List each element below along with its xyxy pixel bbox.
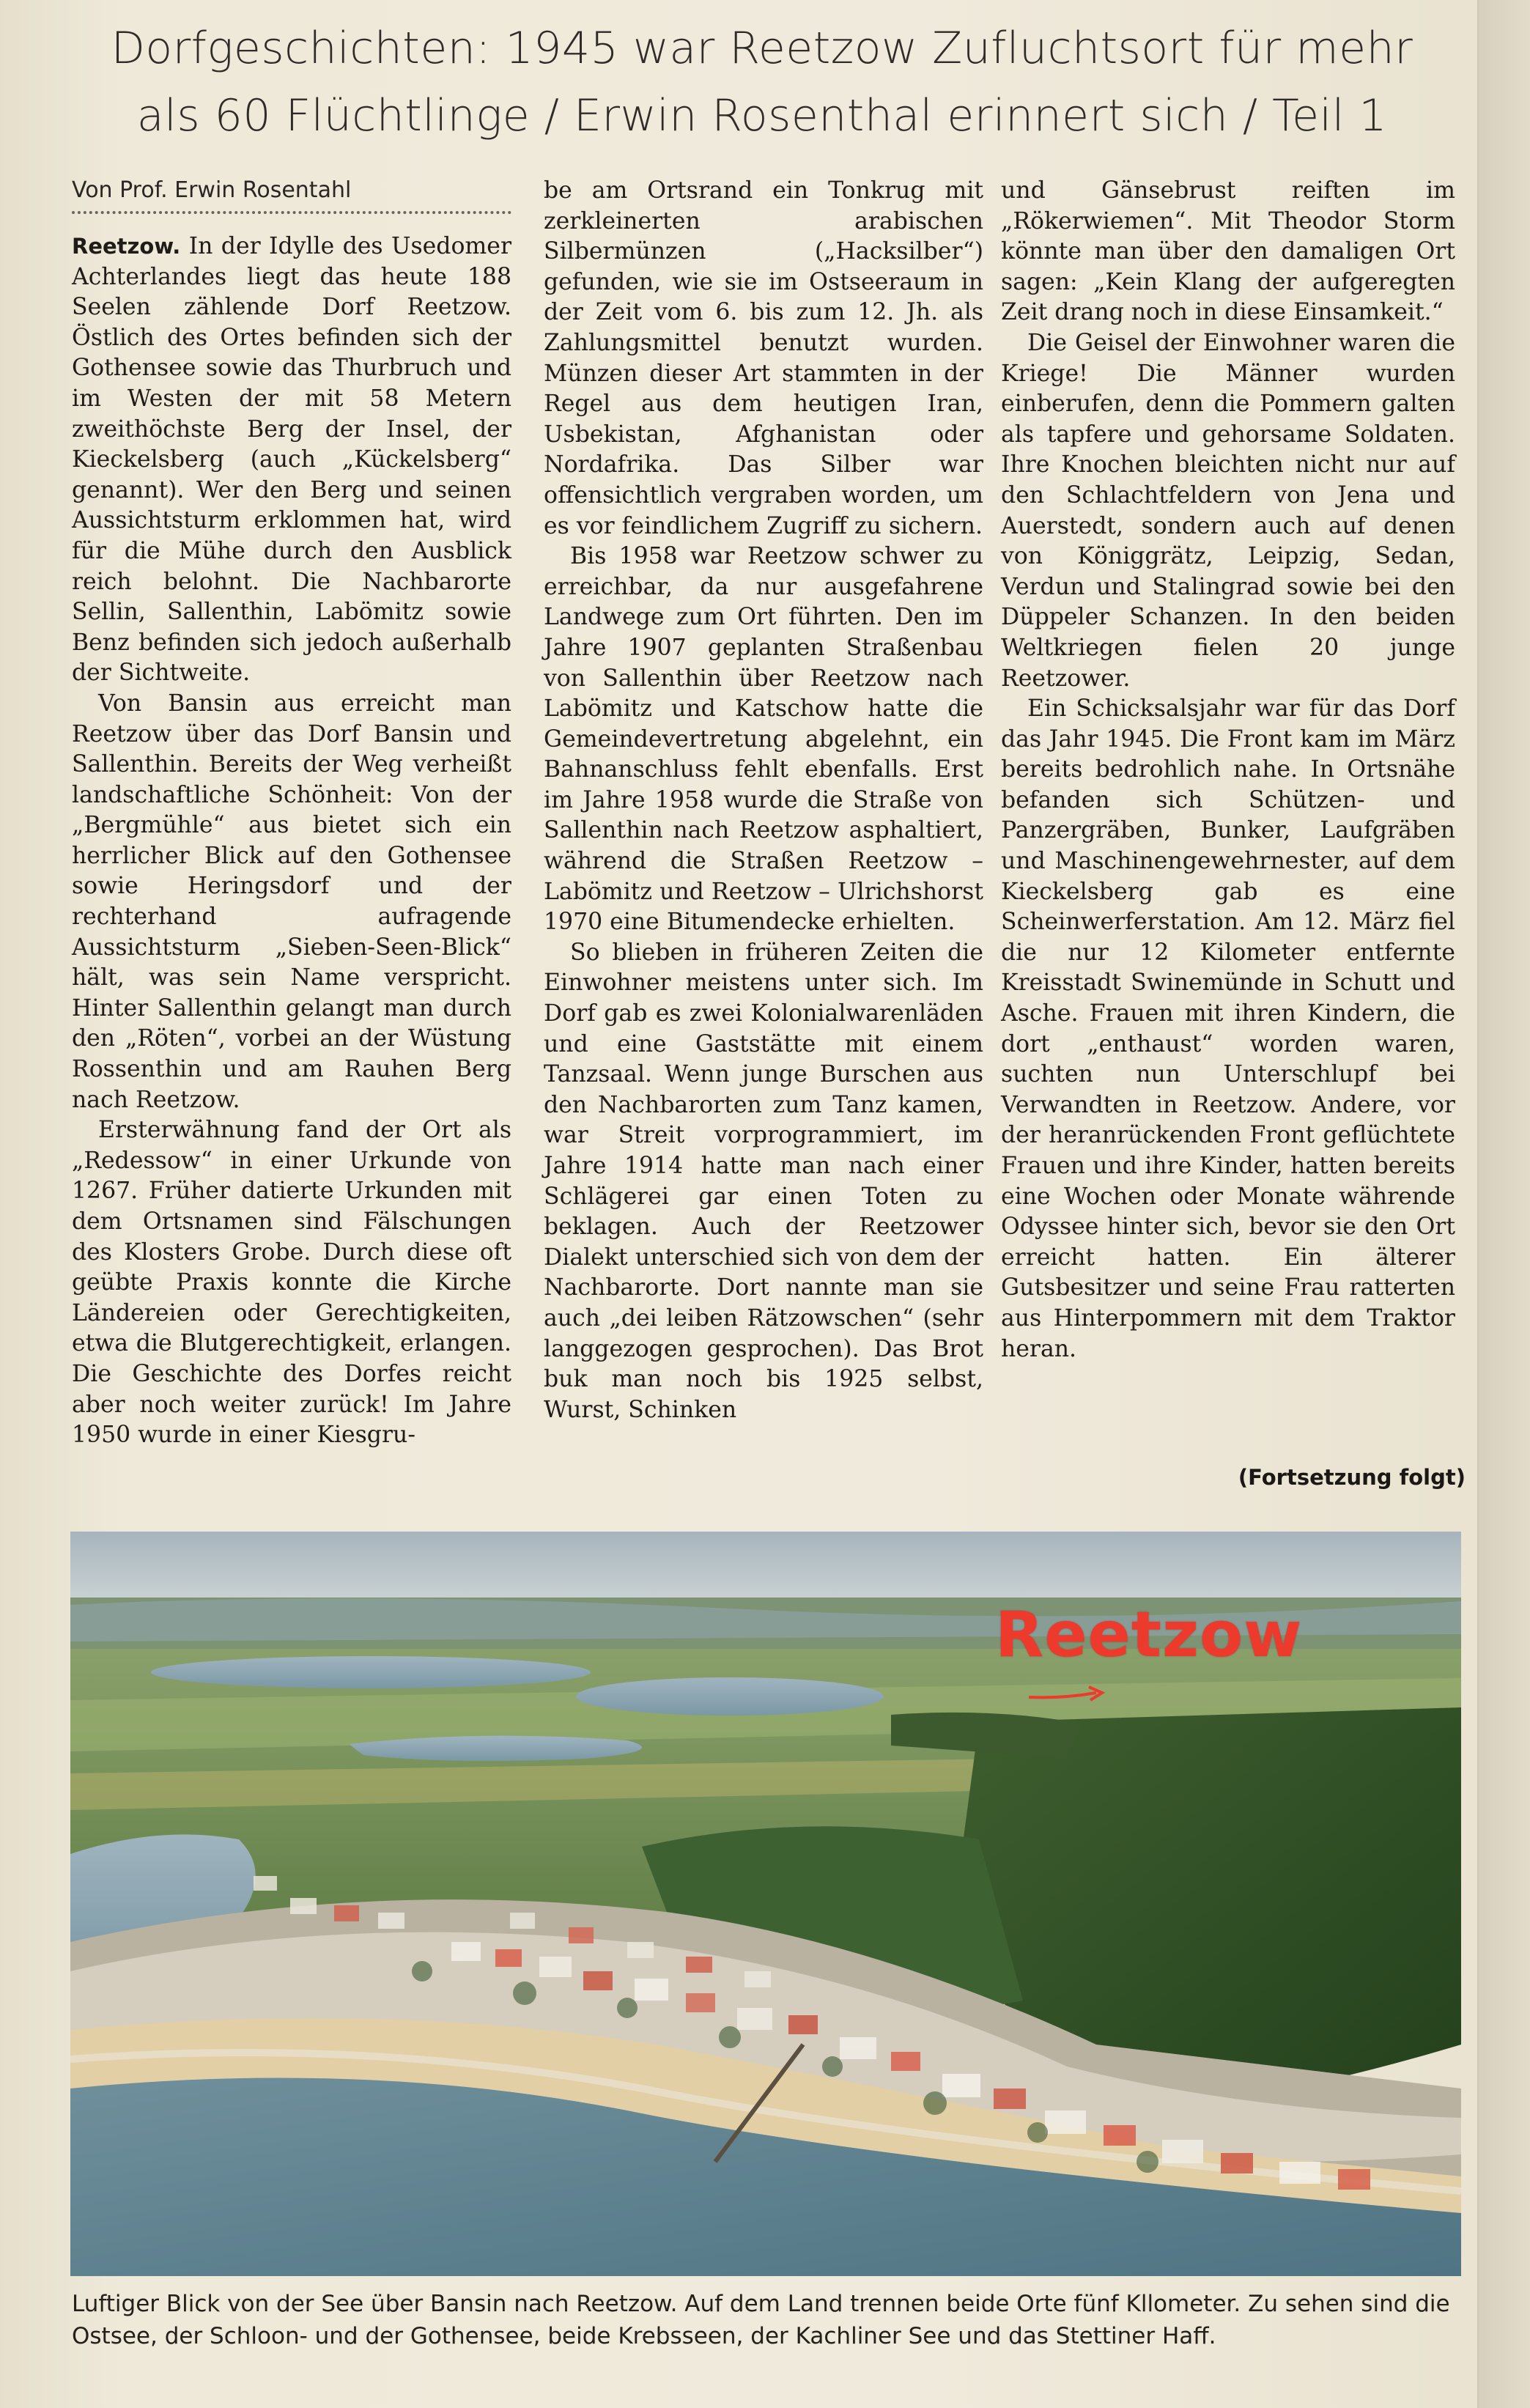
arrow-right-icon — [1026, 1684, 1106, 1703]
article-column-1 — [72, 232, 511, 1451]
byline: Von Prof. Erwin Rosentahl — [72, 176, 511, 214]
dateline: Reetzow. — [72, 234, 181, 259]
paragraph: Die Geisel der Einwohner waren die Kriege! Die Männer wurden einberufen, denn die Pommern galten als tapfere und gehorsame Soldaten. Ihre Knochen bleichten nicht nur auf den Schlachtfeldern von Jena und Auerstedt, sondern auch auf denen von Königgrätz, Leipzig, Sedan, Verdun und Stalingrad sowie bei den Düppeler Schanzen. In den beiden Weltkriegen fielen 20 junge Reetzower. — [1001, 329, 1455, 692]
paragraph-text: In der Idylle des Usedomer Achterlandes liegt das heute 188 Seelen zählende Dorf Reetzow. Östlich des Ortes befinden sich der Gothensee sowie das Thurbruch und im Westen der mit 58 Metern zweithöchste Berg der Insel, der Kieckelsberg (auch „Kückelsberg“ genannt). Wer den Berg und seinen Aussichtsturm erklommen hat, wird für die Mühe durch den Ausblick reich belohnt. Die Nachbarorte Sellin, Sallenthin, Labömitz sowie Benz befinden sich jedoch außerhalb der Sichtweite. — [72, 233, 512, 687]
article-column-2 — [544, 176, 983, 1425]
photo-caption: Luftiger Blick von der See über Bansin nach Reetzow. Auf dem Land trennen beide Orte fünf Kllometer. Zu sehen sind die Ostsee, der Schloon- und der Gothensee, beide Krebsseen, der Kachliner See und das Stettiner Haff. — [72, 2291, 1450, 2349]
paragraph: Ersterwähnung fand der Ort als „Redessow“ in einer Urkunde von 1267. Früher datierte Urkunden mit dem Ortsnamen sind Fälschungen des Klosters Grobe. Durch diese oft geübte Praxis konnte die Kirche Ländereien oder Gerechtigkeiten, etwa die Blutgerechtigkeit, erlangen. Die Geschichte des Dorfes reicht aber noch weiter zurück! Im Jahre 1950 wurde in einer Kiesgru- — [72, 1117, 511, 1449]
continuation-note: (Fortsetzung folgt) — [1238, 1465, 1466, 1490]
paragraph: Von Bansin aus erreicht man Reetzow über das Dorf Bansin und Sallenthin. Bereits der Weg verheißt landschaftliche Schönheit: Von der „Bergmühle“ aus bietet sich ein herrlicher Blick auf den Gothensee sowie Heringsdorf und der rechterhand aufragende Aussichtsturm „Sieben-Seen-Blick“ hält, was sein Name verspricht. Hinter Sallenthin gelangt man durch den „Röten“, vorbei an der Wüstung Rossenthin und am Rauhen Berg nach Reetzow. — [72, 690, 511, 1113]
paragraph: So blieben in früheren Zeiten die Einwohner meistens unter sich. Im Dorf gab es zwei Kolonialwarenläden und eine Gaststätte mit einem Tanzsaal. Wenn junge Burschen aus den Nachbarorten zum Tanz kamen, war Streit vorprogrammiert, im Jahre 1914 hatte man nach einer Schlägerei gar einen Toten zu beklagen. Auch der Reetzower Dialekt unterschied sich von dem der Nachbarorte. Dort nannte man sie auch „dei leiben Rätzowschen“ (sehr langgezogen gesprochen). Das Brot buk man noch bis 1925 selbst, Wurst, Schinken — [544, 939, 983, 1423]
page-edge — [1477, 0, 1530, 2408]
headline-line-1: Dorfgeschichten: 1945 war Reetzow Zufluchtsort für mehr — [111, 23, 1413, 74]
article-headline — [73, 15, 1451, 149]
paragraph: und Gänsebrust reiften im „Rökerwiemen“. Mit Theodor Storm könnte man über den damaligen Ort sagen: „Kein Klang der aufgeregten Zeit drang noch in diese Einsamkeit.“ — [1001, 177, 1455, 326]
headline-line-2: als 60 Flüchtlinge / Erwin Rosenthal erinnert sich / Teil 1 — [136, 90, 1388, 141]
paragraph: Ein Schicksalsjahr war für das Dorf das Jahr 1945. Die Front kam im März bereits bedrohlich nahe. In Ortsnähe befanden sich Schützen- und Panzergräben, Bunker, Laufgräben und Maschinengewehrnester, auf dem Kieckelsberg gab es eine Scheinwerferstation. Am 12. März fiel die nur 12 Kilometer entfernte Kreisstadt Swinemünde in Schutt und Asche. Frauen mit ihren Kindern, die dort „enthaust“ worden waren, suchten nun Unterschlupf bei Verwandten in Reetzow. Andere, vor der heranrückenden Front geflüchtete Frauen und ihre Kinder, hatten bereits eine Wochen oder Monate währende Odyssee hinter sich, bevor sie den Ort erreicht hatten. Ein älterer Gutsbesitzer und seine Frau ratterten aus Hinterpommern mit dem Traktor heran. — [1001, 695, 1455, 1362]
paragraph — [72, 232, 511, 689]
paragraph: be am Ortsrand ein Tonkrug mit zerkleinerten arabischen Silbermünzen („Hacksilber“) gefunden, wie sie im Ostseeraum in der Zeit vom 6. bis zum 12. Jh. als Zahlungsmittel benutzt wurden. Münzen dieser Art stammten in der Regel aus dem heutigen Iran, Usbekistan, Afghanistan oder Nordafrika. Das Silber war offensichtlich vergraben worden, um es vor feindlichem Zugriff zu sichern. — [544, 177, 983, 539]
photo-location-label: Reetzow — [995, 1598, 1303, 1672]
paragraph: Bis 1958 war Reetzow schwer zu erreichbar, da nur ausgefahrene Landwege zum Ort führten. Den im Jahre 1907 geplanten Straßenbau von Sallenthin über Reetzow nach Labömitz und Katschow hatte die Gemeindevertretung abgelehnt, ein Bahnanschluss fehlt ebenfalls. Erst im Jahre 1958 wurde die Straße von Sallenthin nach Reetzow asphaltiert, während die Straßen Reetzow – Labömitz und Reetzow – Ulrichshorst 1970 eine Bitumendecke erhielten. — [544, 543, 983, 936]
article-column-3 — [1001, 176, 1455, 1364]
